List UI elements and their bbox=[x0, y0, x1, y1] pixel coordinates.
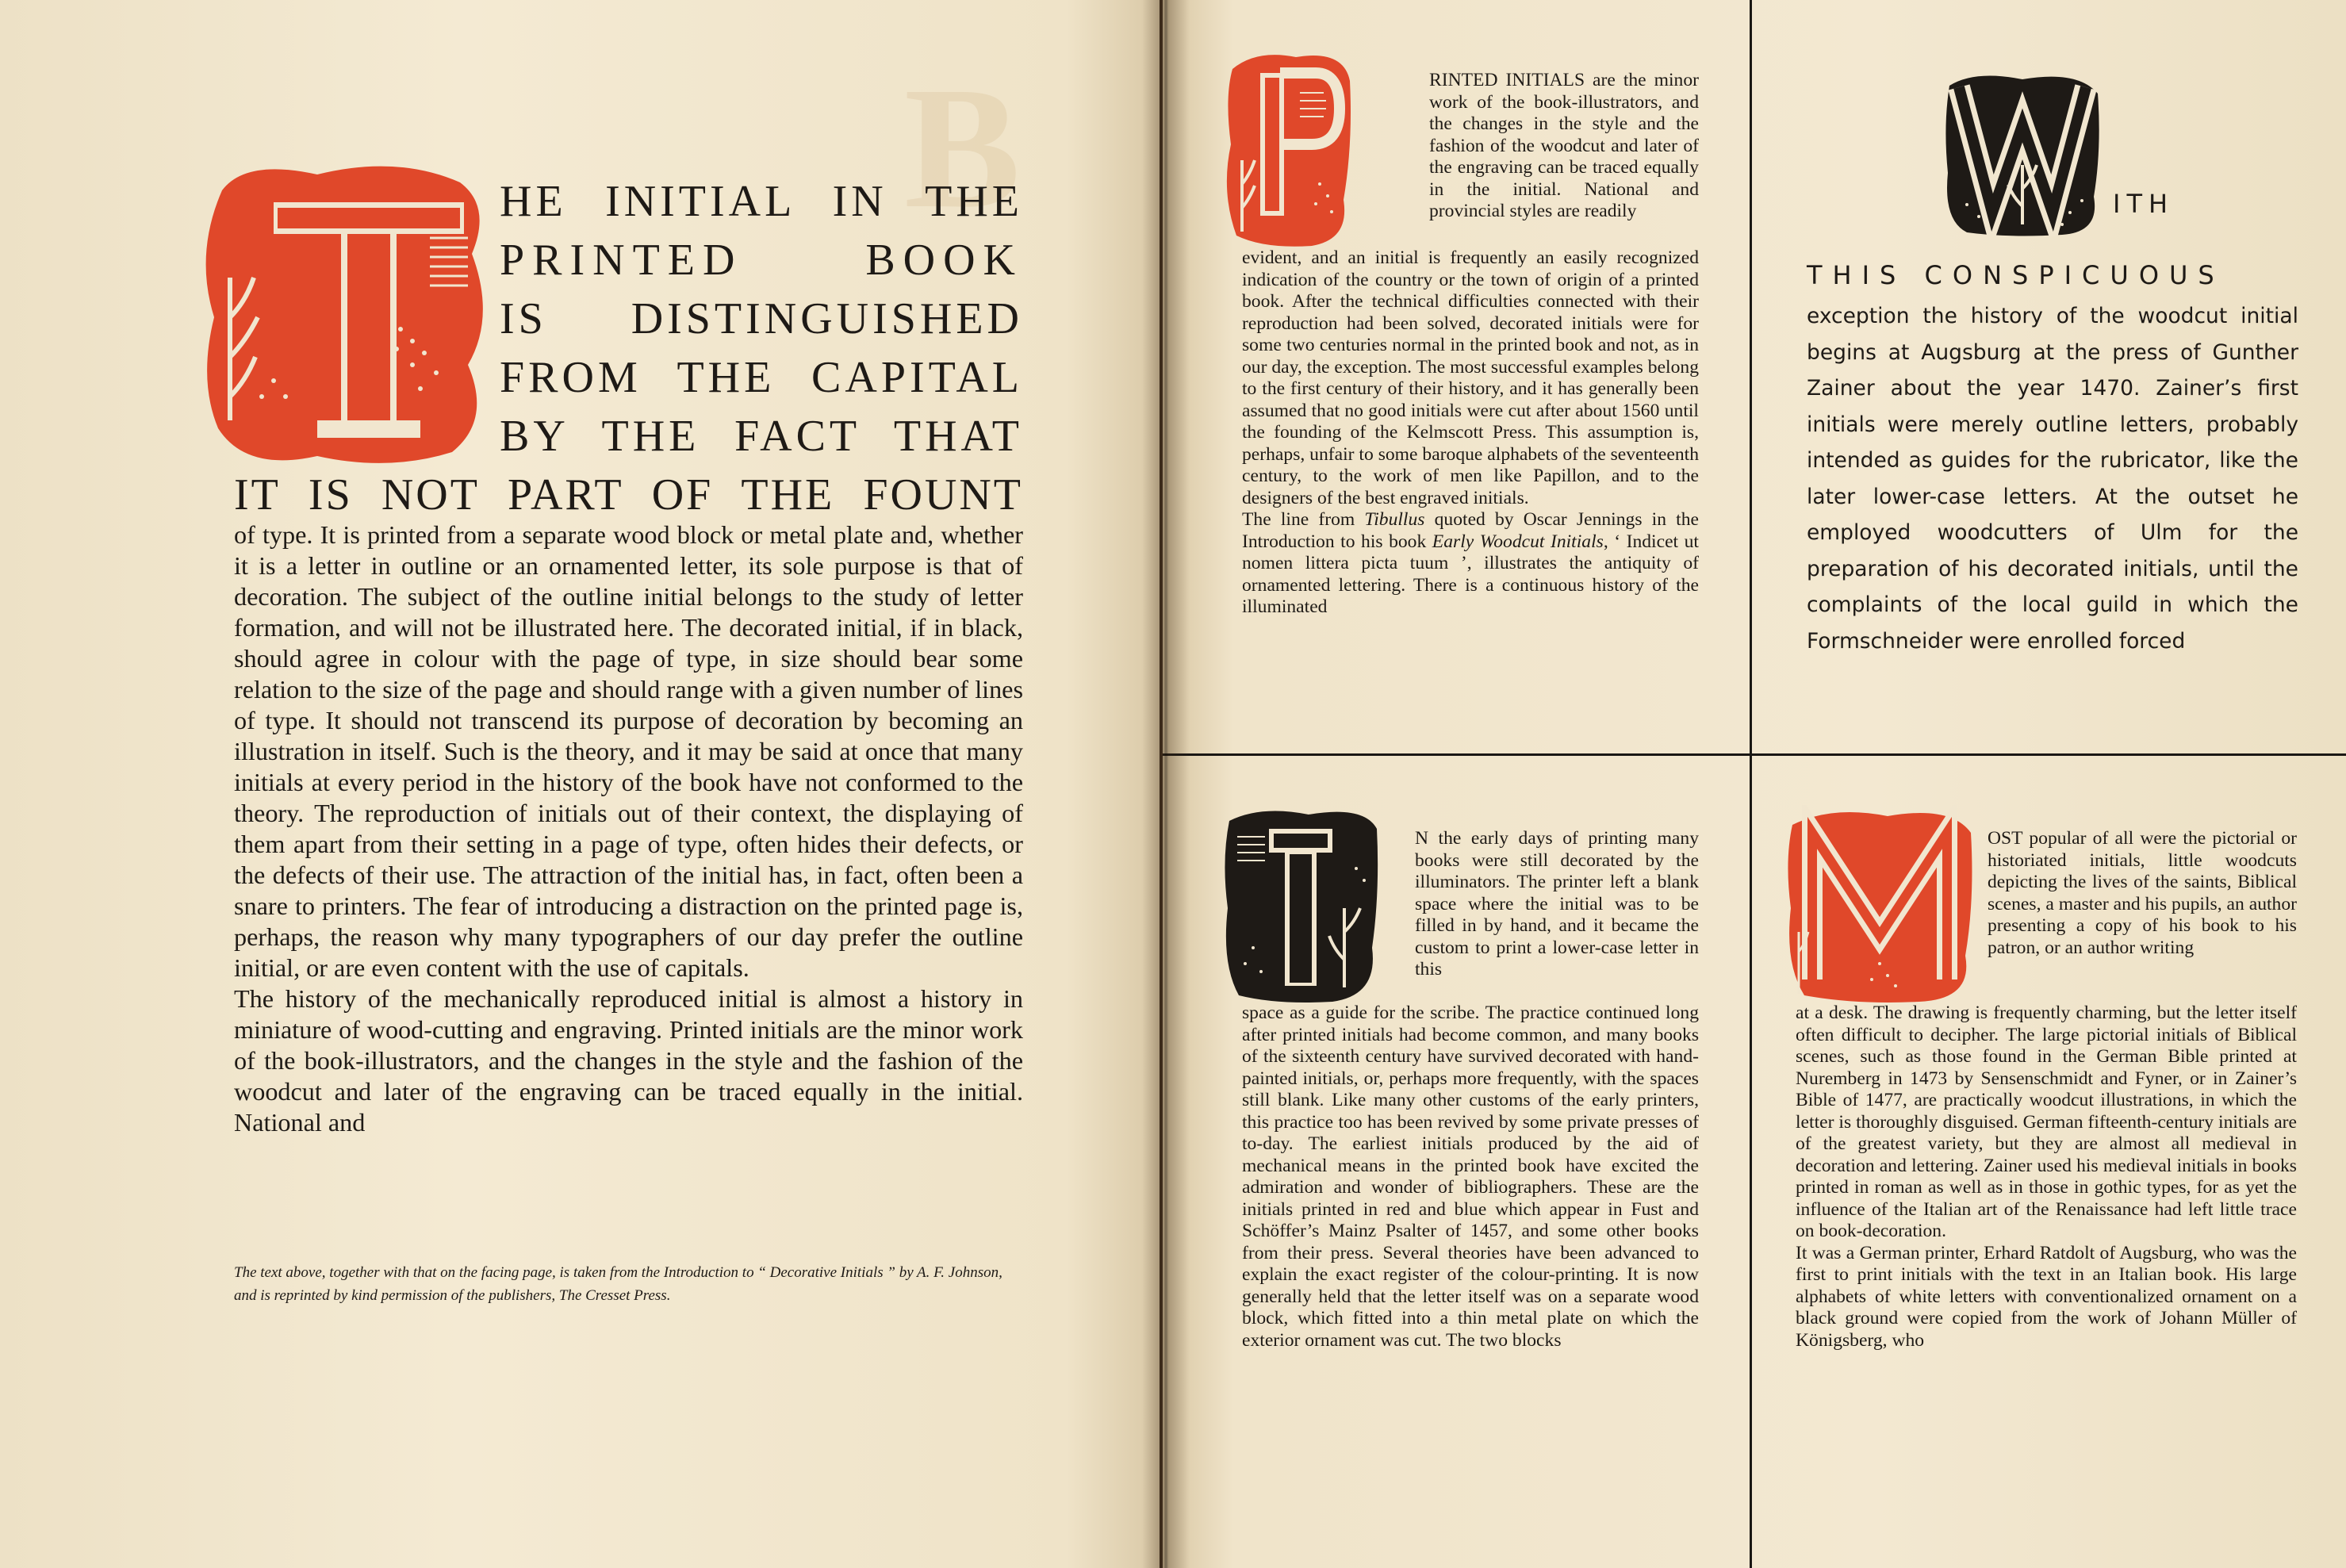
initial-m-woodcut-icon bbox=[1784, 805, 1975, 1003]
box-m-paragraph-2: It was a German printer, Erhard Ratdolt of Augsburg, who was the first to print initials with the text in an Italian book. His large alphabets of white letters with conventionalized ornament on a black ground were copied from the work of Johann Müller of Königsberg, who bbox=[1796, 1242, 2297, 1351]
initial-w-woodcut-icon bbox=[1943, 70, 2102, 236]
box-p-para2-part-c: quoted by Oscar Jennings in the Introduction to his book bbox=[1242, 509, 1699, 552]
initial-p-woodcut-icon bbox=[1225, 49, 1351, 247]
decorated-initial-p bbox=[1225, 49, 1351, 247]
show-through-letters: B bbox=[904, 51, 1037, 244]
lead-line-6: IT IS NOT PART OF THE FOUNT bbox=[234, 470, 1023, 519]
lead-line-5: BY THE FACT THAT bbox=[500, 412, 1023, 461]
left-body-text bbox=[234, 519, 1023, 1138]
lead-line-3: IS DISTINGUISHED bbox=[500, 294, 1023, 343]
left-page bbox=[0, 0, 1160, 1568]
initial-i-woodcut-icon bbox=[1221, 805, 1380, 1003]
lead-line-4: FROM THE CAPITAL bbox=[500, 353, 1023, 402]
left-paragraph-2: The history of the mechanically reproduced initial is almost a history in miniature of wood-cutting and engraving. Printed initials are the minor work of the book-illustrators, and the changes in the style and the fashion of the woodcut and later of the engraving can be traced equally in the initial. National and bbox=[234, 984, 1023, 1137]
book-gutter bbox=[1142, 0, 1190, 1568]
box-p-para2-part-a: The line from bbox=[1242, 509, 1365, 530]
decorated-initial-i bbox=[1221, 805, 1380, 1003]
box-p-paragraph-2 bbox=[1242, 509, 1699, 619]
lead-line-1: HE INITIAL IN THE bbox=[500, 177, 1023, 226]
box-w-lead-after-initial: ITH bbox=[2113, 189, 2175, 219]
right-page bbox=[1163, 0, 2346, 1568]
box-i-wrapped-text bbox=[1415, 828, 1699, 981]
box-p-text-top: RINTED INITIALS are the minor work of the book-illustrators, and the changes in the style and the fashion of the woodcut and later of the engraving can be traced equally in the initial. National and provincial styles are readily bbox=[1429, 70, 1699, 221]
box-w-lead-line-2: THIS CONSPICUOUS bbox=[1807, 260, 2225, 290]
box-m-text bbox=[1796, 1003, 2297, 1351]
lead-line-2: PRINTED BOOK bbox=[500, 236, 1023, 285]
box-i-text bbox=[1242, 1003, 1699, 1351]
footnote: The text above, together with that on the facing page, is taken from the Introduction to “ Decorative Initials ” by A. F. Johnson, and is reprinted by kind permission of the publishers, The Cresset Press. bbox=[234, 1264, 1002, 1304]
box-m-text-top: OST popular of all were the pictorial or historiated initials, little woodcuts depicting the lives of the saints, Biblical scenes, a master and his pupils, an author presenting a copy of his book to his patron, or an author writing bbox=[1988, 828, 2297, 958]
decorated-initial-w bbox=[1943, 70, 2102, 236]
box-p-paragraph-1: evident, and an initial is frequently an easily recognized indication of the country or the town of origin of a printed book. After the technical difficulties connected with their reproduction had been solved, decorated initials were for some two centuries normal in the printed book and not, as in our day, the exception. The most successful examples belong to the first century of their history, and it has generally been assumed that no good initials were cut after about 1560 until the founding of the Kelmscott Press. This assumption is, perhaps, unfair to some baroque alphabets of the seventeenth century, to the work of men like Papillon, and to the designers of the best engraved initials. bbox=[1242, 247, 1699, 508]
box-m-wrapped-text bbox=[1988, 828, 2297, 959]
box-p-para2-part-e: , ‘ Indicet ut nomen littera picta tuum ’, illustrates the antiquity of ornamented lettering. There is a continuous history of the illuminated bbox=[1242, 531, 1699, 617]
box-w-text: exception the history of the woodcut initial begins at Augsburg at the press of Gunther Zainer about the year 1470. Zainer’s first initials were merely outline letters, probably intended as guides for the rubricator, like the later lower-case letters. At the outset he employed woodcutters of Ulm for the preparation of his decorated initials, until the complaints of the local guild in which the Formschneider were enrolled forced bbox=[1807, 304, 2298, 654]
left-paragraph-1: of type. It is printed from a separate wood block or metal plate and, whether it is a letter in outline or an ornamented letter, its sole purpose is that of decoration. The subject of the outline initial belongs to the study of letter formation, and will not be illustrated here. The decorated initial, if in black, should agree in colour with the page of type, in size should bear some relation to the size of the page and should range with a given number of lines of type. It should not transcend its purpose of decoration by becoming an illustration in itself. Such is the theory, and it may be said at once that many initials at every period in the history of the book have not conformed to the theory. The reproduction of initials out of their context, the displaying of them apart from their setting in a page of type, often hides their defects, or the defects of their use. The attraction of the initial has, in fact, often been a snare to printers. The fear of introducing a distraction on the printed page is, perhaps, the reason why many typographers of our day prefer the outline initial, or are even content with the use of capitals. bbox=[234, 520, 1023, 982]
box-m-paragraph-1: at a desk. The drawing is frequently charming, but the letter itself often difficult to decipher. The large pictorial initials of Biblical scenes, such as those found in the German Bible printed at Nuremberg in 1473 by Sensenschmidt and Fyner, or in Zainer’s Bible of 1477, are practically woodcut illustrations, in which the letter is thoroughly disguised. German fifteenth-century initials are of the greatest variety, but they are almost all medieval in decoration and lettering. Zainer used his medieval initials in books printed in roman as well as in those in gothic types, for as yet the influence of the Italian art of the Renaissance had left little trace on book-decoration. bbox=[1796, 1003, 2297, 1241]
box-p-text bbox=[1242, 247, 1699, 619]
decorated-initial-m bbox=[1784, 805, 1975, 1003]
divider-horizontal bbox=[1163, 753, 2346, 756]
decorated-initial-t bbox=[198, 159, 492, 468]
box-p-title-tibullus: Tibullus bbox=[1364, 509, 1425, 530]
divider-vertical bbox=[1750, 0, 1752, 1568]
box-p-wrapped-text bbox=[1429, 70, 1699, 223]
box-i-paragraph-1: space as a guide for the scribe. The practice continued long after printed initials had become common, and many books of the sixteenth century have survived decorated with hand-painted initials, or, perhaps more frequently, with the spaces still blank. Like many other customs of the early printers, this practice too has been revived by some private presses of to-day. The earliest initials produced by the aid of mechanical means in the printed book have excited the admiration and wonder of bibliographers. These are the initials printed in red and blue which appear in Fust and Schöffer’s Mainz Psalter of 1457, and some other books from their press. Several theories have been advanced to explain the exact register of the colour-printing. It is now generally held that the letter itself was on a separate wood block, which fitted into a thin metal plate on which the exterior ornament was cut. The two blocks bbox=[1242, 1003, 1699, 1351]
box-p-title-early-woodcut: Early Woodcut Initials bbox=[1432, 531, 1604, 552]
initial-t-woodcut-icon bbox=[198, 159, 492, 468]
box-i-text-top: N the early days of printing many books were still decorated by the illuminators. The printer left a blank space where the initial was to be filled in by hand, and it became the custom to print a lower-case letter in this bbox=[1415, 828, 1699, 980]
